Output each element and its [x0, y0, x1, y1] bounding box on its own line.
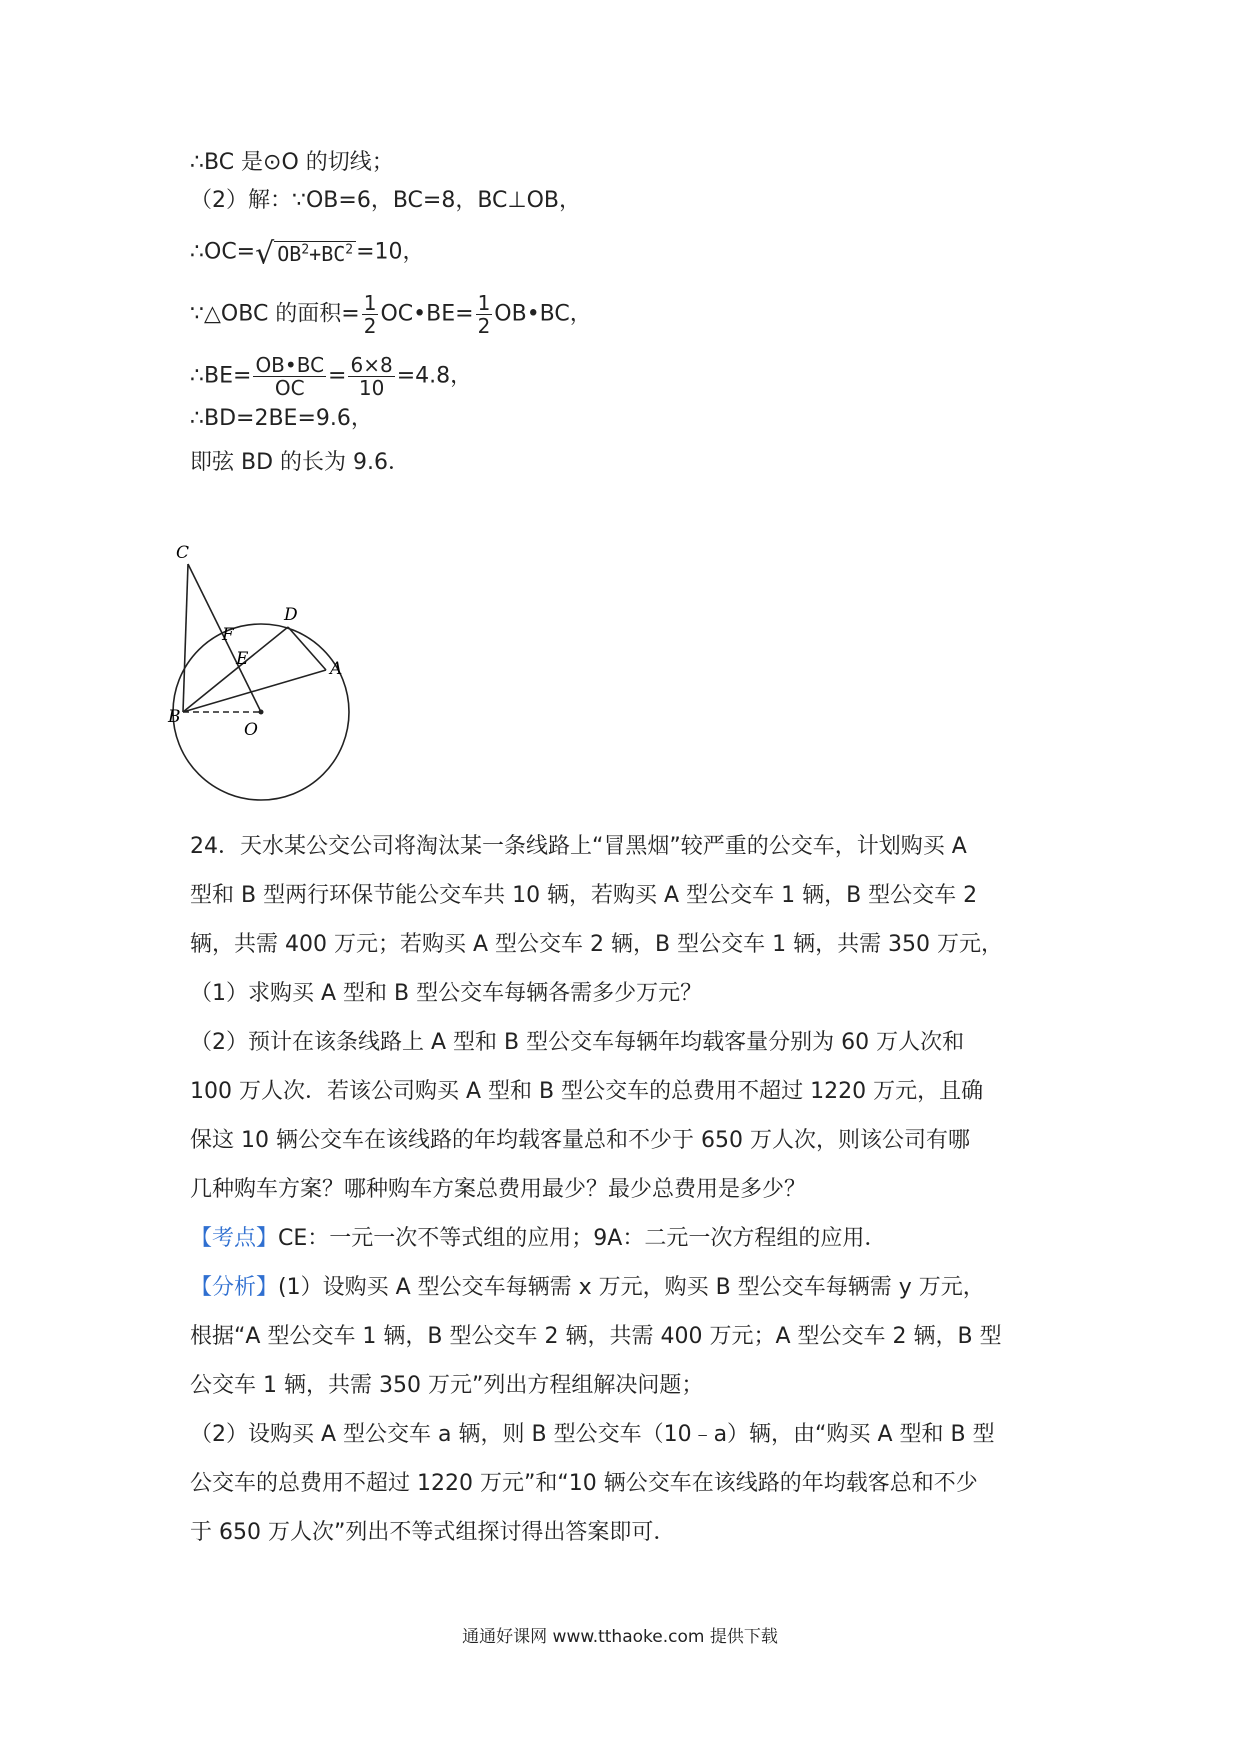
label-d: D [284, 605, 298, 625]
q24-line: 24．天水某公交公司将淘汰某一条线路上“冒黑烟”较严重的公交车，计划购买 A [190, 834, 967, 859]
fraction-obbc-oc: $\frac{OB•BC}{OC}$ [255, 353, 325, 400]
fenxi-line: 【分析】(1）设购买 A 型公交车每辆需 x 万元，购买 B 型公交车每辆需 y 万元， [190, 1275, 985, 1300]
fenxi-line: 根据“A 型公交车 1 辆，B 型公交车 2 辆，共需 400 万元；A 型公交车 2 辆，B 型 [190, 1324, 1002, 1349]
segment-da [288, 627, 326, 670]
fraction-6x8-10: $\frac{6\times 8}{10}$ [350, 353, 393, 400]
fenxi-line: 公交车的总费用不超过 1220 万元”和“10 辆公交车在该线路的年均载客总和不少 [190, 1471, 978, 1496]
sqrt-expression: √ $OB^2+BC^2$ [255, 235, 356, 270]
fraction-half: $\frac{1}{2}$ [363, 291, 377, 338]
q24-line: 保这 10 辆公交车在该线路的年均载客量总和不少于 650 万人次，则该公司有哪 [190, 1128, 970, 1153]
fenxi-line: 于 650 万人次”列出不等式组探讨得出答案即可． [190, 1520, 676, 1545]
label-a: A [330, 659, 343, 679]
q24-line: 型和 B 型两行环保节能公交车共 10 辆，若购买 A 型公交车 1 辆，B 型公交车 2 [190, 883, 978, 908]
fenxi-tag: 【分析】 [190, 1275, 279, 1300]
q24-line: 几种购车方案？哪种购车方案总费用最少？最少总费用是多少？ [190, 1177, 807, 1202]
proof-line-3: ∴OC=√ $OB^2+BC^2 =10$， [190, 236, 425, 272]
q24-line: 辆，共需 400 万元；若购买 A 型公交车 2 辆，B 型公交车 1 辆，共需 350 万元， [190, 932, 1004, 957]
proof-line-4: ∵△OBC 的面积= $\frac{1}{2}$ OC•BE= $\frac{1}{2}$ OB•BC， [190, 291, 592, 338]
label-c: C [176, 543, 190, 563]
segment-cb [183, 564, 188, 712]
label-o: O [244, 720, 258, 740]
q24-line: （2）预计在该条线路上 A 型和 B 型公交车每辆年均载客量分别为 60 万人次和 [190, 1030, 965, 1055]
q24-line: 100 万人次．若该公司购买 A 型和 B 型公交车的总费用不超过 1220 万元，且确 [190, 1079, 984, 1104]
fraction-half: $\frac{1}{2}$ [477, 291, 491, 338]
question-24 [190, 822, 1060, 1557]
proof-line-1: ∴BC 是⊙O 的切线； [190, 150, 394, 175]
fenxi-line: （2）设购买 A 型公交车 a 辆，则 B 型公交车（10﹣a）辆，由“购买 A 型和 B 型 [190, 1422, 995, 1447]
proof-line-5: ∴BE= $\frac{OB•BC}{OC}$ = $\frac{6\times 8}{10}$ =4.8， [190, 353, 473, 400]
label-e: E [236, 649, 249, 669]
proof-line-7: 即弦 BD 的长为 9.6． [190, 450, 411, 475]
proof-line-6: ∴BD=2BE=9.6， [190, 406, 373, 431]
proof-line-2: （2）解：∵OB=6，BC=8，BC⊥OB， [190, 188, 581, 213]
kaodian-tag: 【考点】 [190, 1226, 279, 1251]
point-o [259, 710, 264, 715]
fenxi-line: 公交车 1 辆，共需 350 万元”列出方程组解决问题； [190, 1373, 704, 1398]
label-b: B [168, 707, 181, 727]
segment-bd [183, 627, 288, 712]
label-f: F [222, 625, 234, 645]
page-footer: 通通好课网 www.tthaoke.com 提供下载 [462, 1627, 778, 1647]
geometry-figure [168, 540, 410, 800]
kaodian-line: 【考点】CE：一元一次不等式组的应用；9A：二元一次方程组的应用． [190, 1226, 887, 1251]
segment-ba [183, 670, 326, 712]
q24-line: （1）求购买 A 型和 B 型公交车每辆各需多少万元？ [190, 981, 703, 1006]
